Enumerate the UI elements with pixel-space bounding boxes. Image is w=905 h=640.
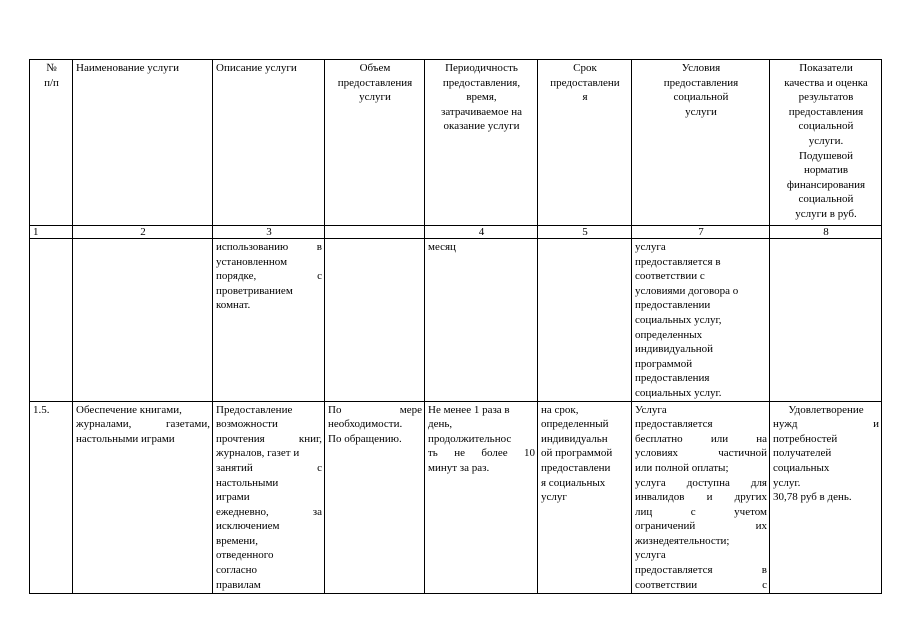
column-number: 7 bbox=[632, 226, 770, 239]
continuation-description: использованию в установленном порядке, с проветриванием комнат. bbox=[213, 239, 325, 402]
continuation-period: месяц bbox=[425, 239, 538, 402]
header-conditions: Условия предоставления социальной услуги bbox=[632, 60, 770, 226]
service-quality: Удовлетворение нужд и потребностей получателей социальных услуг. 30,78 руб в день. bbox=[770, 401, 882, 593]
service-name: Обеспечение книгами, журналами, газетами, настольными играми bbox=[73, 401, 213, 593]
row-number: 1.5. bbox=[30, 401, 73, 593]
service-volume: По мере необходимости. По обращению. bbox=[325, 401, 425, 593]
table-row-1-5 bbox=[30, 401, 882, 593]
continuation-row bbox=[30, 239, 882, 402]
header-period: Периодичность предоставления, время, затрачиваемое на оказание услуги bbox=[425, 60, 538, 226]
column-number: 3 bbox=[213, 226, 325, 239]
continuation-conditions: услуга предоставляется в соответствии с условиями договора о предоставлении социальных услуг, определенных индивидуальной программой предоставления социальных услуг. bbox=[632, 239, 770, 402]
header-volume: Объем предоставления услуги bbox=[325, 60, 425, 226]
header-desc: Описание услуги bbox=[213, 60, 325, 226]
header-name: Наименование услуги bbox=[73, 60, 213, 226]
cell-empty bbox=[325, 239, 425, 402]
column-number: 4 bbox=[425, 226, 538, 239]
service-period: Не менее 1 раза в день, продолжительнос ть не более 10 минут за раз. bbox=[425, 401, 538, 593]
column-number: 1 bbox=[30, 226, 73, 239]
header-term: Срок предоставлени я bbox=[538, 60, 632, 226]
column-number: 5 bbox=[538, 226, 632, 239]
service-description: Предоставление возможности прочтения книг, журналов, газет и занятий с настольными играми ежедневно, за исключением времени, отведенного согласно правилам bbox=[213, 401, 325, 593]
services-table bbox=[29, 59, 882, 594]
cell-empty bbox=[770, 239, 882, 402]
service-term: на срок, определенный индивидуальн ой программой предоставлени я социальных услуг bbox=[538, 401, 632, 593]
header-num: № п/п bbox=[30, 60, 73, 226]
header-quality: Показатели качества и оценка результатов предоставления социальной услуги. Подушевой норматив финансирования социальной услуги в руб. bbox=[770, 60, 882, 226]
column-number: 2 bbox=[73, 226, 213, 239]
service-conditions: Услуга предоставляется бесплатно или на условиях частичной или полной оплаты; услуга доступна для инвалидов и других лиц с учетом ограничений их жизнедеятельности; услуга предоставляется в соответствии с bbox=[632, 401, 770, 593]
column-number bbox=[325, 226, 425, 239]
header-row bbox=[30, 60, 882, 226]
cell-empty bbox=[30, 239, 73, 402]
column-number: 8 bbox=[770, 226, 882, 239]
cell-empty bbox=[538, 239, 632, 402]
column-number-row bbox=[30, 226, 882, 239]
cell-empty bbox=[73, 239, 213, 402]
